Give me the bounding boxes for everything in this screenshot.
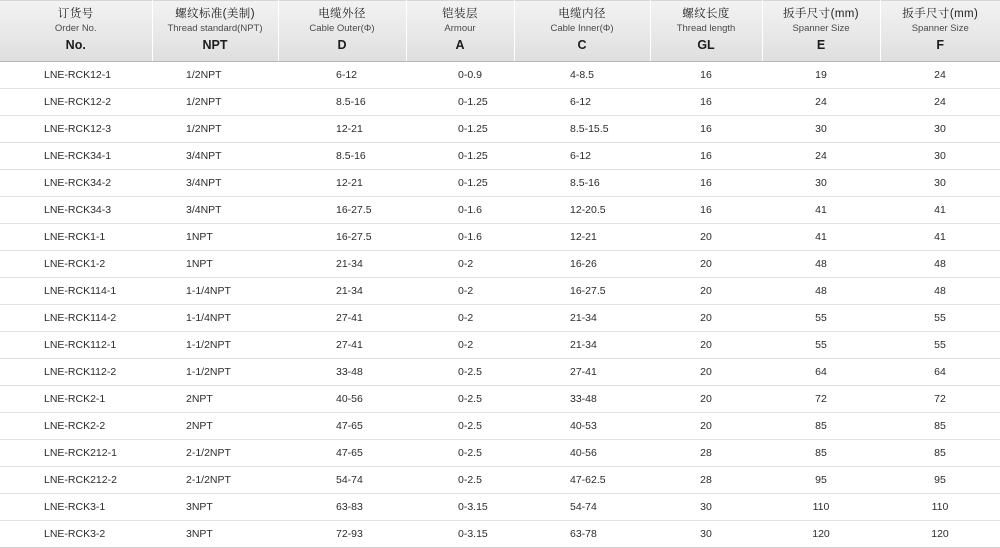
- cell-cable-inner: 21-34: [514, 305, 650, 332]
- cell-thread-standard: 1NPT: [152, 251, 278, 278]
- cell-thread-length: 16: [650, 89, 762, 116]
- cell-cable-outer: 47-65: [278, 440, 406, 467]
- cell-spanner-size-f: 55: [880, 305, 1000, 332]
- table-row: [0, 521, 1000, 548]
- table-row: [0, 413, 1000, 440]
- cell-thread-length: 28: [650, 440, 762, 467]
- cell-spanner-size-e: 24: [762, 89, 880, 116]
- cell-spanner-size-e: 48: [762, 278, 880, 305]
- cell-thread-standard: 3NPT: [152, 521, 278, 548]
- cell-spanner-size-f: 41: [880, 197, 1000, 224]
- cell-armour: 0-3.15: [406, 521, 514, 548]
- cell-cable-inner: 63-78: [514, 521, 650, 548]
- cell-thread-standard: 2NPT: [152, 413, 278, 440]
- cell-cable-outer: 72-93: [278, 521, 406, 548]
- cell-armour: 0-1.6: [406, 224, 514, 251]
- cell-cable-inner: 8.5-15.5: [514, 116, 650, 143]
- table-row: [0, 143, 1000, 170]
- cell-thread-length: 20: [650, 386, 762, 413]
- table-row: [0, 224, 1000, 251]
- cell-cable-outer: 12-21: [278, 170, 406, 197]
- cell-cable-outer: 27-41: [278, 332, 406, 359]
- column-header-e: [762, 1, 880, 62]
- cell-armour: 0-2.5: [406, 440, 514, 467]
- cell-spanner-size-f: 72: [880, 386, 1000, 413]
- cell-cable-inner: 12-21: [514, 224, 650, 251]
- cell-spanner-size-f: 55: [880, 332, 1000, 359]
- cell-cable-outer: 21-34: [278, 251, 406, 278]
- cell-cable-outer: 8.5-16: [278, 89, 406, 116]
- cell-cable-outer: 27-41: [278, 305, 406, 332]
- cell-spanner-size-e: 19: [762, 62, 880, 89]
- cell-cable-inner: 47-62.5: [514, 467, 650, 494]
- cell-cable-outer: 47-65: [278, 413, 406, 440]
- cell-armour: 0-0.9: [406, 62, 514, 89]
- cell-spanner-size-f: 30: [880, 170, 1000, 197]
- column-header-f: [880, 1, 1000, 62]
- cell-spanner-size-e: 85: [762, 440, 880, 467]
- cell-thread-standard: 2NPT: [152, 386, 278, 413]
- cell-cable-outer: 12-21: [278, 116, 406, 143]
- column-header-symbol: C: [577, 38, 587, 52]
- cell-cable-inner: 12-20.5: [514, 197, 650, 224]
- cell-thread-length: 16: [650, 143, 762, 170]
- cell-order-no: LNE-RCK3-2: [0, 521, 152, 548]
- cell-spanner-size-e: 110: [762, 494, 880, 521]
- cell-thread-length: 16: [650, 197, 762, 224]
- cell-cable-inner: 6-12: [514, 89, 650, 116]
- column-header-symbol: A: [455, 38, 465, 52]
- column-header-chinese: 订货号: [57, 8, 94, 20]
- cell-spanner-size-f: 48: [880, 278, 1000, 305]
- column-header-english: Thread length: [676, 23, 736, 34]
- cell-cable-inner: 8.5-16: [514, 170, 650, 197]
- cell-thread-length: 20: [650, 359, 762, 386]
- cell-spanner-size-f: 24: [880, 89, 1000, 116]
- column-header-chinese: 电缆内径: [558, 8, 606, 20]
- cell-thread-length: 20: [650, 332, 762, 359]
- table-header: [0, 1, 1000, 62]
- table-row: [0, 278, 1000, 305]
- cell-thread-standard: 2-1/2NPT: [152, 440, 278, 467]
- cell-order-no: LNE-RCK114-1: [0, 278, 152, 305]
- table-row: [0, 62, 1000, 89]
- cell-armour: 0-2.5: [406, 413, 514, 440]
- column-header-english: Spanner Size: [911, 23, 969, 34]
- column-header-gl: [650, 1, 762, 62]
- column-header-english: Cable Outer(Φ): [309, 23, 375, 34]
- cell-spanner-size-f: 110: [880, 494, 1000, 521]
- cell-armour: 0-1.25: [406, 116, 514, 143]
- cell-spanner-size-e: 41: [762, 224, 880, 251]
- cell-thread-standard: 3/4NPT: [152, 197, 278, 224]
- cell-thread-standard: 1/2NPT: [152, 116, 278, 143]
- table-row: [0, 359, 1000, 386]
- cell-cable-outer: 21-34: [278, 278, 406, 305]
- cell-armour: 0-2: [406, 278, 514, 305]
- column-header-chinese: 扳手尺寸(mm): [902, 8, 979, 20]
- cell-spanner-size-e: 55: [762, 332, 880, 359]
- cell-spanner-size-e: 24: [762, 143, 880, 170]
- cell-thread-length: 20: [650, 413, 762, 440]
- cell-thread-length: 20: [650, 305, 762, 332]
- column-header-chinese: 扳手尺寸(mm): [782, 8, 860, 20]
- cell-spanner-size-e: 48: [762, 251, 880, 278]
- cell-spanner-size-f: 30: [880, 116, 1000, 143]
- cell-spanner-size-f: 41: [880, 224, 1000, 251]
- cell-order-no: LNE-RCK12-2: [0, 89, 152, 116]
- column-header-a: [406, 1, 514, 62]
- column-header-symbol: GL: [697, 38, 715, 52]
- cell-thread-standard: 1-1/2NPT: [152, 359, 278, 386]
- cell-cable-outer: 16-27.5: [278, 197, 406, 224]
- cell-cable-inner: 21-34: [514, 332, 650, 359]
- cell-spanner-size-f: 24: [880, 62, 1000, 89]
- cell-order-no: LNE-RCK112-1: [0, 332, 152, 359]
- cell-spanner-size-f: 64: [880, 359, 1000, 386]
- cell-spanner-size-f: 120: [880, 521, 1000, 548]
- column-header-symbol: NPT: [202, 38, 228, 52]
- cell-spanner-size-e: 64: [762, 359, 880, 386]
- column-header-symbol: F: [936, 38, 945, 52]
- table-body: [0, 62, 1000, 548]
- cell-spanner-size-e: 30: [762, 116, 880, 143]
- cell-thread-length: 16: [650, 170, 762, 197]
- header-row: [0, 1, 1000, 62]
- cell-order-no: LNE-RCK34-2: [0, 170, 152, 197]
- table-row: [0, 170, 1000, 197]
- cell-thread-standard: 1-1/4NPT: [152, 305, 278, 332]
- cell-order-no: LNE-RCK1-2: [0, 251, 152, 278]
- cell-cable-inner: 40-53: [514, 413, 650, 440]
- cell-order-no: LNE-RCK112-2: [0, 359, 152, 386]
- cell-order-no: LNE-RCK114-2: [0, 305, 152, 332]
- column-header-english: Order No.: [54, 23, 97, 34]
- cell-thread-standard: 1/2NPT: [152, 89, 278, 116]
- cell-spanner-size-f: 95: [880, 467, 1000, 494]
- cell-thread-length: 20: [650, 224, 762, 251]
- cell-armour: 0-2.5: [406, 359, 514, 386]
- column-header-no-: [0, 1, 152, 62]
- column-header-english: Cable Inner(Φ): [550, 23, 614, 34]
- column-header-chinese: 螺纹标准(美制): [175, 8, 255, 20]
- cell-cable-inner: 16-27.5: [514, 278, 650, 305]
- column-header-chinese: 铠装层: [442, 8, 478, 20]
- cell-armour: 0-2: [406, 251, 514, 278]
- cell-armour: 0-1.25: [406, 170, 514, 197]
- cell-thread-length: 30: [650, 494, 762, 521]
- cell-order-no: LNE-RCK2-1: [0, 386, 152, 413]
- cell-order-no: LNE-RCK1-1: [0, 224, 152, 251]
- cell-spanner-size-f: 85: [880, 413, 1000, 440]
- cell-armour: 0-2: [406, 305, 514, 332]
- cell-thread-length: 16: [650, 62, 762, 89]
- cell-cable-inner: 6-12: [514, 143, 650, 170]
- cell-thread-length: 20: [650, 251, 762, 278]
- cell-spanner-size-f: 85: [880, 440, 1000, 467]
- cell-cable-outer: 6-12: [278, 62, 406, 89]
- cell-spanner-size-e: 95: [762, 467, 880, 494]
- cell-cable-inner: 33-48: [514, 386, 650, 413]
- table-row: [0, 89, 1000, 116]
- cell-spanner-size-e: 41: [762, 197, 880, 224]
- cell-thread-length: 28: [650, 467, 762, 494]
- cell-armour: 0-2.5: [406, 386, 514, 413]
- column-header-english: Armour: [444, 23, 476, 34]
- column-header-d: [278, 1, 406, 62]
- cell-cable-inner: 16-26: [514, 251, 650, 278]
- cell-thread-standard: 1/2NPT: [152, 62, 278, 89]
- cell-spanner-size-e: 55: [762, 305, 880, 332]
- cell-cable-inner: 4-8.5: [514, 62, 650, 89]
- cell-spanner-size-e: 85: [762, 413, 880, 440]
- cell-spanner-size-f: 48: [880, 251, 1000, 278]
- table-row: [0, 494, 1000, 521]
- cell-cable-outer: 40-56: [278, 386, 406, 413]
- cell-cable-outer: 16-27.5: [278, 224, 406, 251]
- cell-spanner-size-e: 30: [762, 170, 880, 197]
- cell-order-no: LNE-RCK212-1: [0, 440, 152, 467]
- cell-spanner-size-f: 30: [880, 143, 1000, 170]
- cell-spanner-size-e: 72: [762, 386, 880, 413]
- cell-cable-outer: 33-48: [278, 359, 406, 386]
- column-header-english: Spanner Size: [792, 23, 850, 34]
- cell-thread-standard: 1-1/4NPT: [152, 278, 278, 305]
- cell-order-no: LNE-RCK34-3: [0, 197, 152, 224]
- cell-thread-standard: 3NPT: [152, 494, 278, 521]
- cell-order-no: LNE-RCK212-2: [0, 467, 152, 494]
- table-row: [0, 467, 1000, 494]
- column-header-c: [514, 1, 650, 62]
- cell-cable-outer: 54-74: [278, 467, 406, 494]
- cell-armour: 0-2.5: [406, 467, 514, 494]
- cell-thread-standard: 1NPT: [152, 224, 278, 251]
- cell-cable-inner: 54-74: [514, 494, 650, 521]
- cell-thread-length: 16: [650, 116, 762, 143]
- cell-thread-standard: 3/4NPT: [152, 143, 278, 170]
- table-row: [0, 251, 1000, 278]
- cell-thread-standard: 1-1/2NPT: [152, 332, 278, 359]
- cell-thread-standard: 2-1/2NPT: [152, 467, 278, 494]
- cell-order-no: LNE-RCK2-2: [0, 413, 152, 440]
- column-header-english: Thread standard(NPT): [167, 23, 263, 34]
- cell-order-no: LNE-RCK3-1: [0, 494, 152, 521]
- cell-armour: 0-1.6: [406, 197, 514, 224]
- cell-spanner-size-e: 120: [762, 521, 880, 548]
- column-header-npt: [152, 1, 278, 62]
- table-row: [0, 305, 1000, 332]
- cell-order-no: LNE-RCK34-1: [0, 143, 152, 170]
- cell-armour: 0-3.15: [406, 494, 514, 521]
- table-row: [0, 332, 1000, 359]
- column-header-symbol: E: [816, 38, 826, 52]
- cell-order-no: LNE-RCK12-1: [0, 62, 152, 89]
- cell-thread-standard: 3/4NPT: [152, 170, 278, 197]
- cell-cable-outer: 8.5-16: [278, 143, 406, 170]
- column-header-symbol: No.: [65, 38, 86, 52]
- table-row: [0, 440, 1000, 467]
- cell-armour: 0-1.25: [406, 89, 514, 116]
- cell-thread-length: 30: [650, 521, 762, 548]
- cell-cable-inner: 27-41: [514, 359, 650, 386]
- cell-armour: 0-2: [406, 332, 514, 359]
- column-header-symbol: D: [337, 38, 347, 52]
- column-header-chinese: 电缆外径: [318, 8, 366, 20]
- cell-thread-length: 20: [650, 278, 762, 305]
- column-header-chinese: 螺纹长度: [682, 8, 730, 20]
- cell-armour: 0-1.25: [406, 143, 514, 170]
- table-row: [0, 197, 1000, 224]
- cell-cable-inner: 40-56: [514, 440, 650, 467]
- table-row: [0, 386, 1000, 413]
- cell-order-no: LNE-RCK12-3: [0, 116, 152, 143]
- cell-cable-outer: 63-83: [278, 494, 406, 521]
- table-row: [0, 116, 1000, 143]
